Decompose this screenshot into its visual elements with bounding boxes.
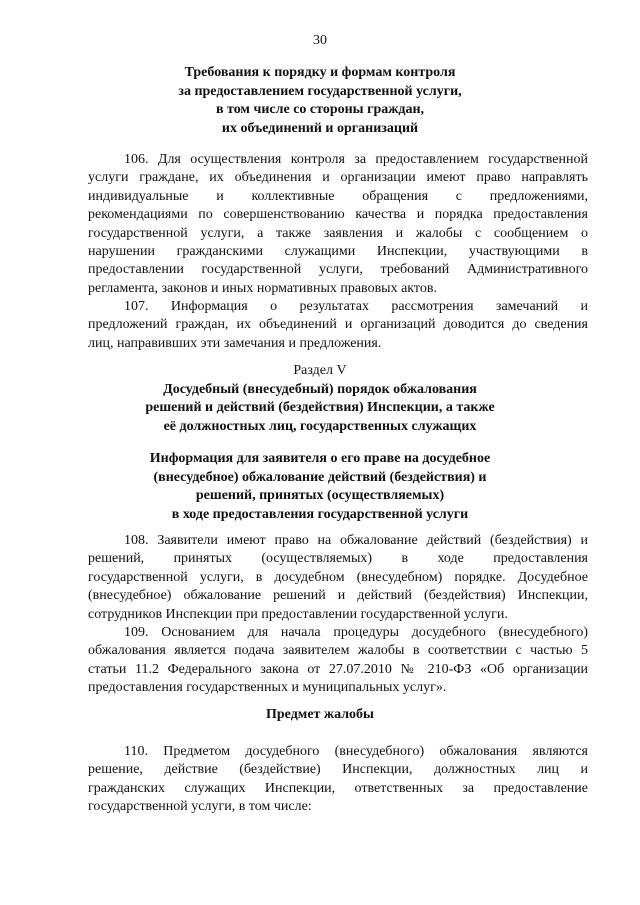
- paragraph-line: 110. Предметом досудебного (внесудебного) обжалования являются: [124, 744, 588, 759]
- paragraph-line: гражданских служащих Инспекции, ответственных за предоставление: [88, 780, 588, 796]
- paragraph-line: статьи 11.2 Федерального закона от 27.07.2010 № 210-ФЗ «Об организации: [88, 661, 588, 677]
- heading-line: в ходе предоставления государственной услуги: [171, 506, 469, 522]
- paragraph-line: 108. Заявители имеют право на обжалование действий (бездействия) и: [124, 533, 588, 548]
- heading-line: Информация для заявителя о его праве на досудебное: [149, 451, 491, 466]
- page-number: 30: [313, 33, 327, 48]
- paragraph-line: решение, действие (бездействие) Инспекции, должностных лиц и: [88, 762, 588, 778]
- paragraph-line: государственной услуги, а также заявления и жалобы с сообщением о: [88, 225, 588, 241]
- paragraph-line: сотрудников Инспекции при предоставлении государственной услуги.: [88, 606, 508, 622]
- paragraph-106: [88, 151, 588, 298]
- paragraph-line: предложений граждан, их объединений и организаций доводится до сведения: [88, 317, 588, 333]
- heading-line: в том числе со стороны граждан,: [215, 102, 425, 117]
- paragraph-line: предоставления государственных и муниципальных услуг».: [88, 680, 447, 696]
- heading-section-v: [0, 362, 640, 436]
- paragraph-line: регламента, законов и иных нормативных правовых актов.: [88, 280, 437, 296]
- paragraph-line: рекомендациями по совершенствованию качества и порядка предоставления: [88, 207, 588, 223]
- paragraph-line: (внесудебное) обжалование решений и действий (бездействия) Инспекции,: [88, 588, 588, 604]
- heading-line: решений и действий (бездействия) Инспекции, а также: [145, 400, 495, 415]
- paragraph-line: услуги гражданe, их объединения и организации имеют право направлять: [88, 170, 588, 186]
- paragraph-110: [88, 743, 588, 817]
- paragraph-line: решений, принятых (осуществляемых) в ходе предоставления: [88, 551, 588, 567]
- section-label: Раздел V: [293, 363, 347, 378]
- heading-line: её должностных лиц, государственных служащих: [163, 418, 477, 434]
- heading-line: (внесудебное) обжалование действий (бездействия) и: [153, 469, 487, 485]
- heading-line: Требования к порядку и формам контроля: [184, 65, 456, 80]
- paragraph-line: государственной услуги, в том числе:: [88, 799, 312, 815]
- paragraph-109: [88, 624, 588, 698]
- paragraph-line: государственной услуги, в досудебном (внесудебном) порядке. Досудебное: [88, 569, 588, 585]
- heading-complaint-subject: [0, 706, 640, 725]
- paragraph-line: нарушении гражданскими служащими Инспекции, участвующими в: [88, 244, 588, 260]
- heading-control-requirements: [0, 64, 640, 138]
- paragraph-107: [88, 298, 588, 353]
- heading-applicant-info: [0, 450, 640, 524]
- paragraph-line: предоставлении государственной услуги, требований Административного: [88, 262, 588, 278]
- heading-line: Досудебный (внесудебный) порядок обжалования: [163, 381, 477, 397]
- paragraph-line: 109. Основанием для начала процедуры досудебного (внесудебного): [124, 625, 588, 640]
- heading-line: их объединений и организаций: [221, 120, 419, 136]
- paragraph-line: 107. Информация о результатах рассмотрения замечаний и: [124, 299, 588, 314]
- paragraph-108: [88, 532, 588, 624]
- paragraph-line: лиц, направивших эти замечания и предложения.: [88, 335, 382, 351]
- heading-line: за предоставлением государственной услуги,: [178, 83, 462, 99]
- paragraph-line: индивидуальные и коллективные обращения с предложениями,: [88, 188, 588, 204]
- heading-line: решений, принятых (осуществляемых): [195, 488, 445, 503]
- paragraph-line: 106. Для осуществления контроля за предоставлением государственной: [124, 152, 588, 167]
- paragraph-line: обжалования является подача заявителем жалобы в соответствии с частью 5: [88, 643, 588, 659]
- heading-line: Предмет жалобы: [266, 707, 374, 722]
